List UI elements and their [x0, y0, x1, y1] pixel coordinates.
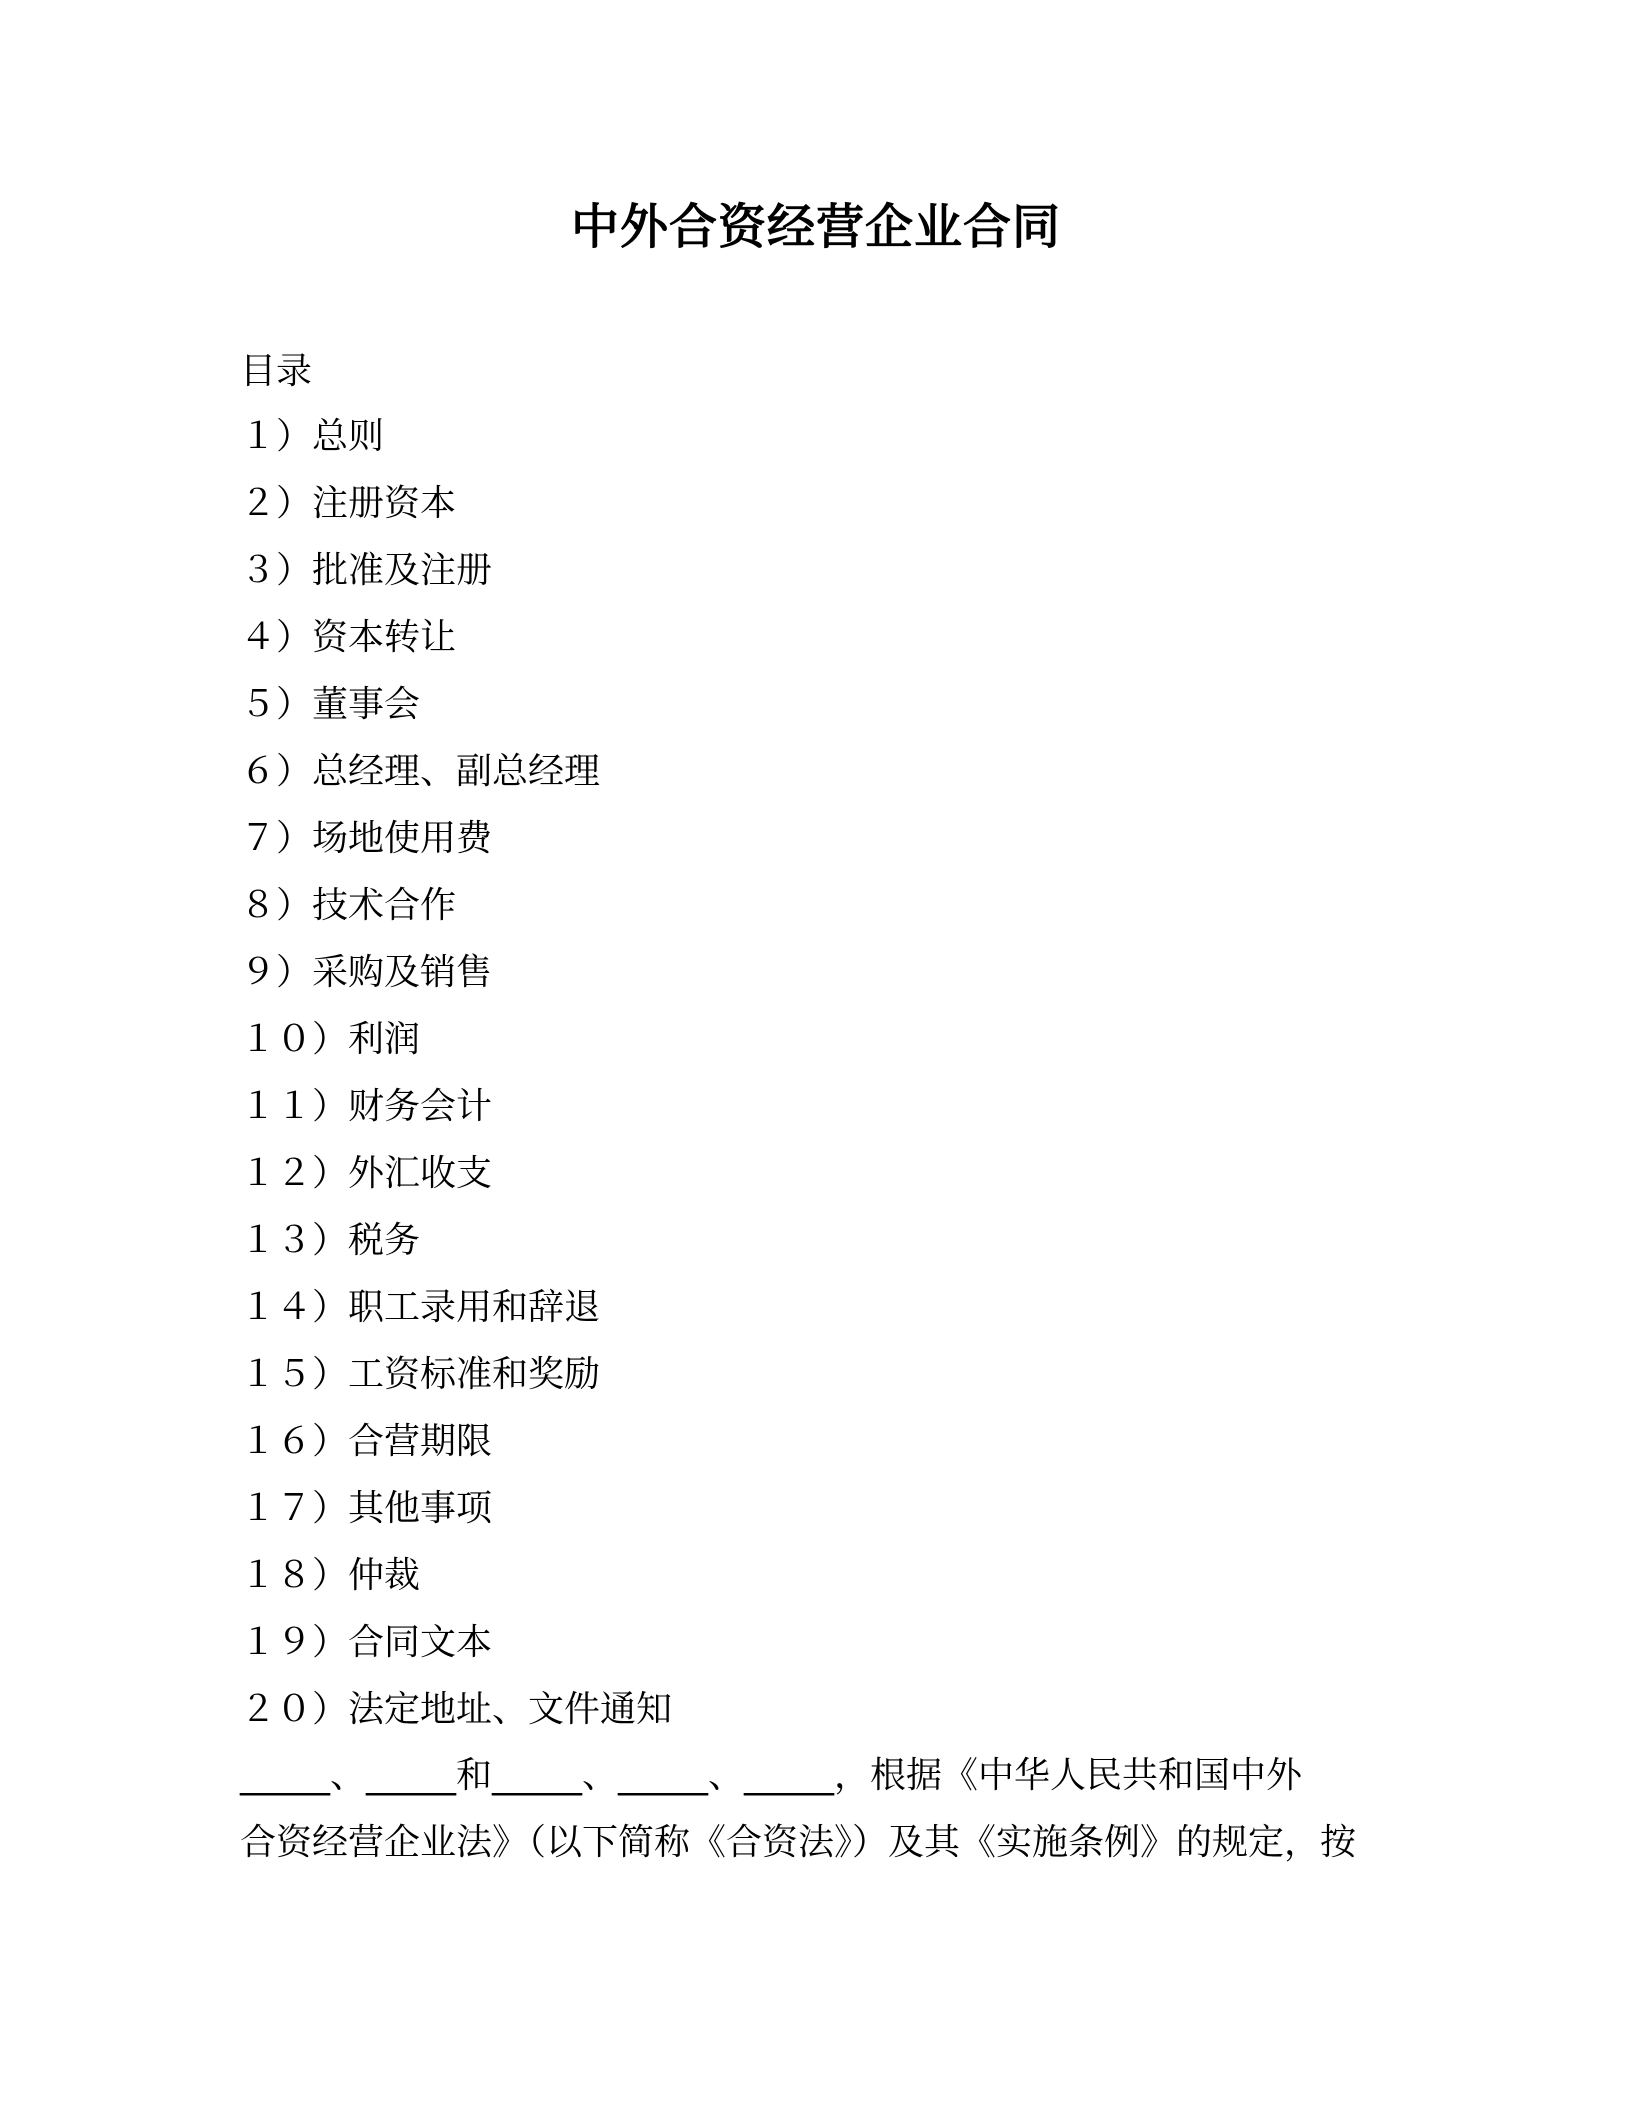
toc-item: １３）税务: [240, 1220, 421, 1261]
toc-item: ２０）法定地址、文件通知: [240, 1689, 673, 1730]
toc-item: １５）工资标准和奖励: [240, 1354, 601, 1395]
toc-item: １）总则: [240, 416, 385, 457]
toc-item: ７）场地使用费: [240, 818, 493, 859]
toc-item: １４）职工录用和辞退: [240, 1287, 601, 1328]
toc-item: １８）仲裁: [240, 1555, 421, 1596]
toc-item: １７）其他事项: [240, 1488, 493, 1529]
toc-item: ９）采购及销售: [240, 952, 493, 993]
toc-item: １０）利润: [240, 1019, 421, 1060]
toc-item: ４）资本转让: [240, 617, 457, 658]
body-text-line: _____、_____和_____、_____、_____，根据《中华人民共和国中外: [240, 1755, 1303, 1796]
toc-item: １１）财务会计: [240, 1086, 493, 1127]
body-text-line: 合资经营企业法》（以下简称《合资法》）及其《实施条例》的规定，按: [240, 1822, 1357, 1863]
toc-item: ６）总经理、副总经理: [240, 751, 601, 792]
table-of-contents: [240, 413, 672, 1753]
toc-heading: 目录: [240, 351, 313, 392]
body-paragraph: [240, 1752, 1400, 1886]
toc-item: １６）合营期限: [240, 1421, 493, 1462]
toc-item: ５）董事会: [240, 684, 421, 725]
document-title: 中外合资经营企业合同: [570, 199, 1061, 255]
toc-item: １２）外汇收支: [240, 1153, 493, 1194]
toc-item: ２）注册资本: [240, 483, 457, 524]
toc-item: １９）合同文本: [240, 1622, 493, 1663]
toc-item: ８）技术合作: [240, 885, 457, 926]
toc-item: ３）批准及注册: [240, 550, 493, 591]
